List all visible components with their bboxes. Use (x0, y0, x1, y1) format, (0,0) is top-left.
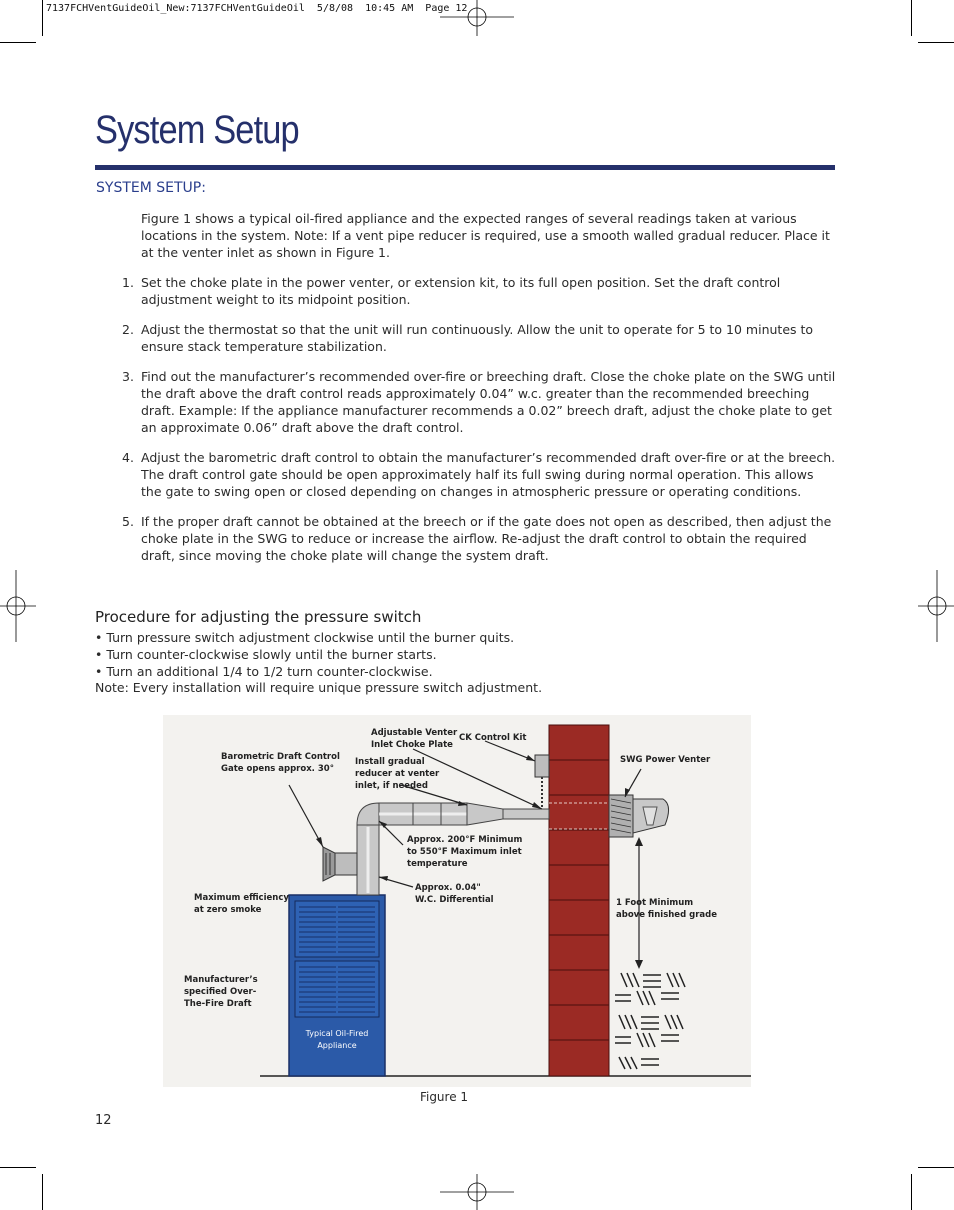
label-barometric-line2: Gate opens approx. 30° (221, 764, 334, 774)
step-number: 1. (122, 275, 134, 290)
label-temp-line1: Approx. 200°F Minimum (407, 835, 523, 845)
step-item (122, 449, 837, 500)
label-efficiency-line2: at zero smoke (194, 905, 262, 915)
label-swg-power-venter: SWG Power Venter (620, 755, 711, 765)
title-rule (95, 165, 835, 170)
intro-paragraph: Figure 1 shows a typical oil-fired appliance and the expected ranges of several readings taken at various locations in the system. Note: If a vent pipe reducer is required, use a smooth walled gradual reducer. Place it at the venter inlet as shown in Figure 1. (141, 211, 830, 260)
step-text: Adjust the thermostat so that the unit will run continuously. Allow the unit to operate for 5 to 10 minutes to ensure stack temperature stabilization. (141, 322, 814, 354)
label-ck-control-kit: CK Control Kit (459, 733, 527, 743)
label-reducer-line3: inlet, if needed (355, 781, 428, 791)
label-reducer-line2: reducer at venter (355, 769, 440, 779)
registration-mark-top (440, 0, 514, 36)
label-appliance-line2: Appliance (317, 1041, 357, 1050)
step-number: 5. (122, 514, 134, 529)
printer-slug: 7137FCHVentGuideOil_New:7137FCHVentGuideOil 5/8/08 10:45 AM Page 12 (46, 3, 468, 14)
label-differential-line2: W.C. Differential (415, 895, 494, 905)
label-foot-minimum-line1: 1 Foot Minimum (616, 898, 694, 908)
setup-steps (122, 274, 837, 577)
figure-caption: Figure 1 (419, 1090, 469, 1104)
brick-wall (549, 725, 609, 1076)
page-title: System Setup (95, 108, 299, 152)
step-text: Adjust the barometric draft control to obtain the manufacturer’s recommended draft over-fire or at the breech. The draft control gate should be open approximately half its full swing during normal operation. This allows the gate to swing open or closed depending on changes in atmospheric pressure or operating conditions. (141, 450, 836, 499)
step-text: If the proper draft cannot be obtained at the breech or if the gate does not open as described, then adjust the choke plate in the SWG to reduce or increase the airflow. Re-adjust the draft control to obtain the required draft, since moving the choke plate will change the system draft. (141, 514, 832, 563)
registration-mark-right (918, 570, 954, 642)
procedure-item: • Turn an additional 1/4 to 1/2 turn counter-clockwise. (95, 664, 433, 679)
step-number: 4. (122, 450, 134, 465)
step-item (122, 274, 837, 308)
label-barometric-line1: Barometric Draft Control (221, 752, 340, 762)
registration-mark-bottom (440, 1174, 514, 1210)
step-text: Set the choke plate in the power venter, or extension kit, to its full open position. Set the draft control adjustment weight to its midpoint position. (141, 275, 781, 307)
step-number: 2. (122, 322, 134, 337)
page-number: 12 (95, 1113, 112, 1128)
procedure-heading: Procedure for adjusting the pressure switch (95, 608, 422, 626)
label-foot-minimum-line2: above finished grade (616, 910, 717, 920)
procedure-list (95, 629, 514, 680)
label-choke-line2: Inlet Choke Plate (371, 740, 453, 750)
procedure-note: Note: Every installation will require unique pressure switch adjustment. (95, 680, 543, 695)
label-manufacturer-line3: The-Fire Draft (184, 999, 252, 1009)
label-differential-line1: Approx. 0.04" (415, 883, 481, 893)
label-choke-line1: Adjustable Venter (371, 728, 458, 738)
step-item (122, 513, 837, 564)
section-heading: SYSTEM SETUP: (96, 180, 206, 196)
step-text: Find out the manufacturer’s recommended over-fire or breeching draft. Close the choke plate on the SWG until the draft above the draft control reads approximately 0.04” w.c. greater than the recommended breeching draft. Example: If the appliance manufacturer recommends a 0.02” breech draft, adjust the choke plate to get an approximate 0.06” draft above the draft control. (141, 369, 836, 435)
label-reducer-line1: Install gradual (355, 757, 425, 767)
procedure-item: • Turn counter-clockwise slowly until the burner starts. (95, 647, 437, 662)
step-item (122, 321, 837, 355)
label-efficiency-line1: Maximum efficiency (194, 893, 289, 903)
label-appliance-line1: Typical Oil-Fired (305, 1029, 369, 1038)
step-number: 3. (122, 369, 134, 384)
registration-mark-left (0, 570, 36, 642)
label-temp-line2: to 550°F Maximum inlet (407, 847, 522, 857)
step-item (122, 368, 837, 436)
label-temp-line3: temperature (407, 859, 468, 869)
label-manufacturer-line2: specified Over- (184, 987, 257, 997)
procedure-item: • Turn pressure switch adjustment clockwise until the burner quits. (95, 630, 515, 645)
label-manufacturer-line1: Manufacturer’s (184, 975, 258, 985)
figure-1-diagram (163, 715, 751, 1087)
